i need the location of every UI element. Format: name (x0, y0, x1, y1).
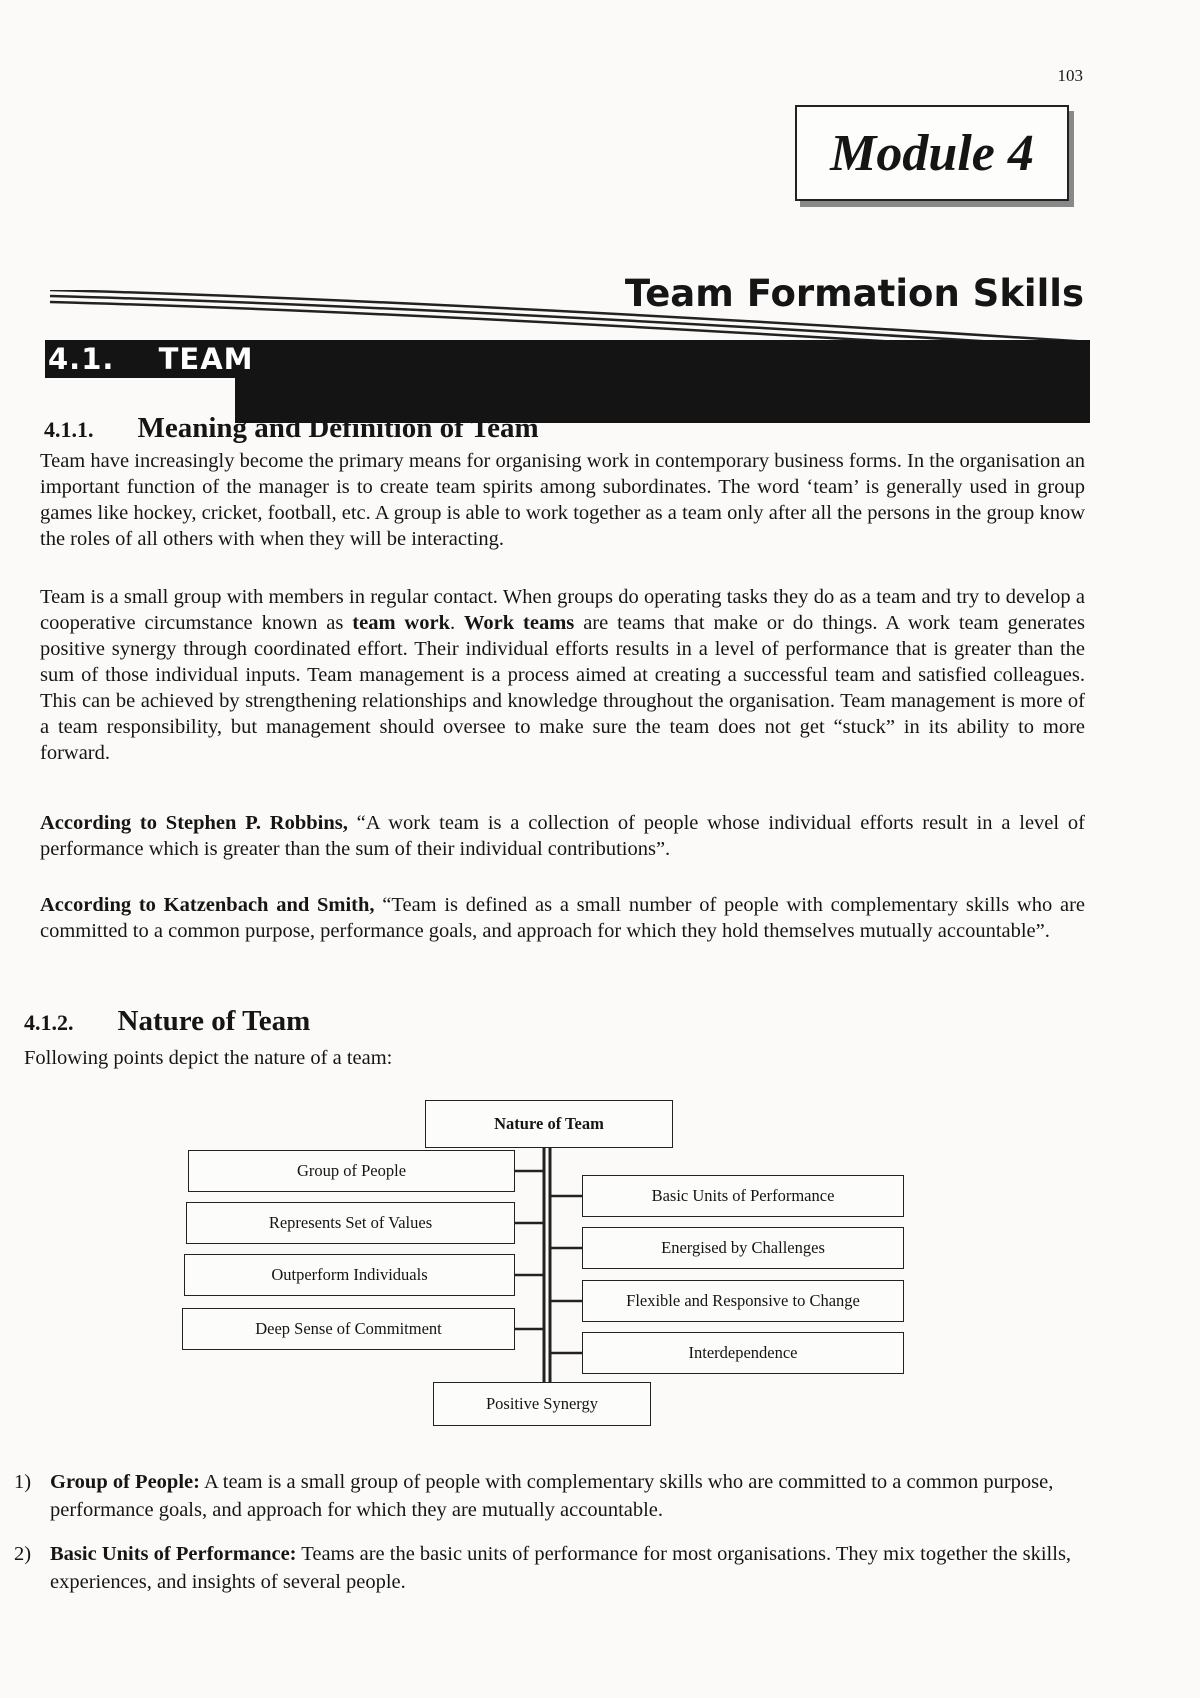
section-title: TEAM (158, 342, 254, 376)
list-term: Basic Units of Performance: (50, 1543, 297, 1565)
diagram-right-box-1: Basic Units of Performance (582, 1175, 904, 1217)
list-marker: 2) (14, 1543, 32, 1565)
list-item-group-of-people (14, 1468, 1084, 1524)
page-number: 103 (1057, 66, 1083, 85)
list-term: Group of People: (50, 1471, 200, 1493)
katzenbach-quote: “Team is defined as a small number of people with complementary skills who are committed to a common purpose, performance goals, and approach for which they hold themselves mutually accountable”. (40, 894, 1085, 942)
subsection-heading-2 (24, 1005, 310, 1038)
section-number: 4.1. (48, 342, 115, 376)
term-work-teams: Work teams (464, 612, 575, 634)
paragraph-robbins-definition (40, 810, 1085, 862)
diagram-right-box-4: Interdependence (582, 1332, 904, 1374)
list-item-basic-units (14, 1540, 1084, 1596)
list-text: Teams are the basic units of performance for most organisations. They mix together the skills, experiences, and insights of several people. (50, 1543, 1072, 1593)
subsection-title: Nature of Team (117, 1005, 311, 1037)
subsection-heading-1 (44, 412, 539, 445)
diagram-bottom-box: Positive Synergy (433, 1382, 651, 1426)
chapter-title: Team Formation Skills (624, 272, 1084, 315)
paragraph-katzenbach-definition (40, 892, 1085, 944)
diagram-right-box-3: Flexible and Responsive to Change (582, 1280, 904, 1322)
list-marker: 1) (14, 1471, 32, 1493)
paragraph-team-definition: Team is a small group with members in regular contact. When groups do operating tasks they do as a team and try to develop a cooperative circumstance known as team work. Work teams are teams that make or do things. A work team generates positive synergy through coordinated effort. Their individual efforts results in a level of performance that is greater than the sum of those individual inputs. Team management is a process aimed at creating a successful team and satisfied colleagues. This can be achieved by strengthening relationships and knowledge throughout the organisation. Team management is more of a team responsibility, but management should oversee to make sure the team does not get “stuck” in its ability to more forward. (40, 586, 1085, 764)
katzenbach-lead: According to Katzenbach and Smith, (40, 894, 375, 916)
section-heading (48, 340, 254, 378)
robbins-quote: “A work team is a collection of people whose individual efforts result in a level of performance which is greater than the sum of their individual contributions”. (40, 812, 1085, 860)
subsection-number: 4.1.1. (44, 417, 94, 442)
paragraph-nature-intro: Following points depict the nature of a team: (24, 1047, 393, 1069)
robbins-lead: According to Stephen P. Robbins, (40, 812, 348, 834)
paragraph-team-intro: Team have increasingly become the primary means for organising work in contemporary business forms. In the organisation an important function of the manager is to create team spirits among subordinates. The word ‘team’ is generally used in group games like hockey, cricket, football, etc. A group is able to work together as a team only after all the persons in the group know the roles of all others with when they will be interacting. (40, 450, 1085, 550)
term-team-work: team work (352, 612, 450, 634)
diagram-left-box-2: Represents Set of Values (186, 1202, 515, 1244)
diagram-left-box-4: Deep Sense of Commitment (182, 1308, 515, 1350)
diagram-root-box: Nature of Team (425, 1100, 673, 1148)
subsection-number: 4.1.2. (24, 1010, 74, 1035)
module-label: Module 4 (830, 124, 1034, 182)
diagram-left-box-1: Group of People (188, 1150, 515, 1192)
nature-of-team-diagram (180, 1100, 920, 1445)
module-label-box (795, 105, 1069, 201)
list-text: A team is a small group of people with complementary skills who are committed to a common purpose, performance goals, and approach for which they are mutually accountable. (50, 1471, 1054, 1521)
diagram-left-box-3: Outperform Individuals (184, 1254, 515, 1296)
diagram-right-box-2: Energised by Challenges (582, 1227, 904, 1269)
subsection-title: Meaning and Definition of Team (137, 412, 539, 444)
